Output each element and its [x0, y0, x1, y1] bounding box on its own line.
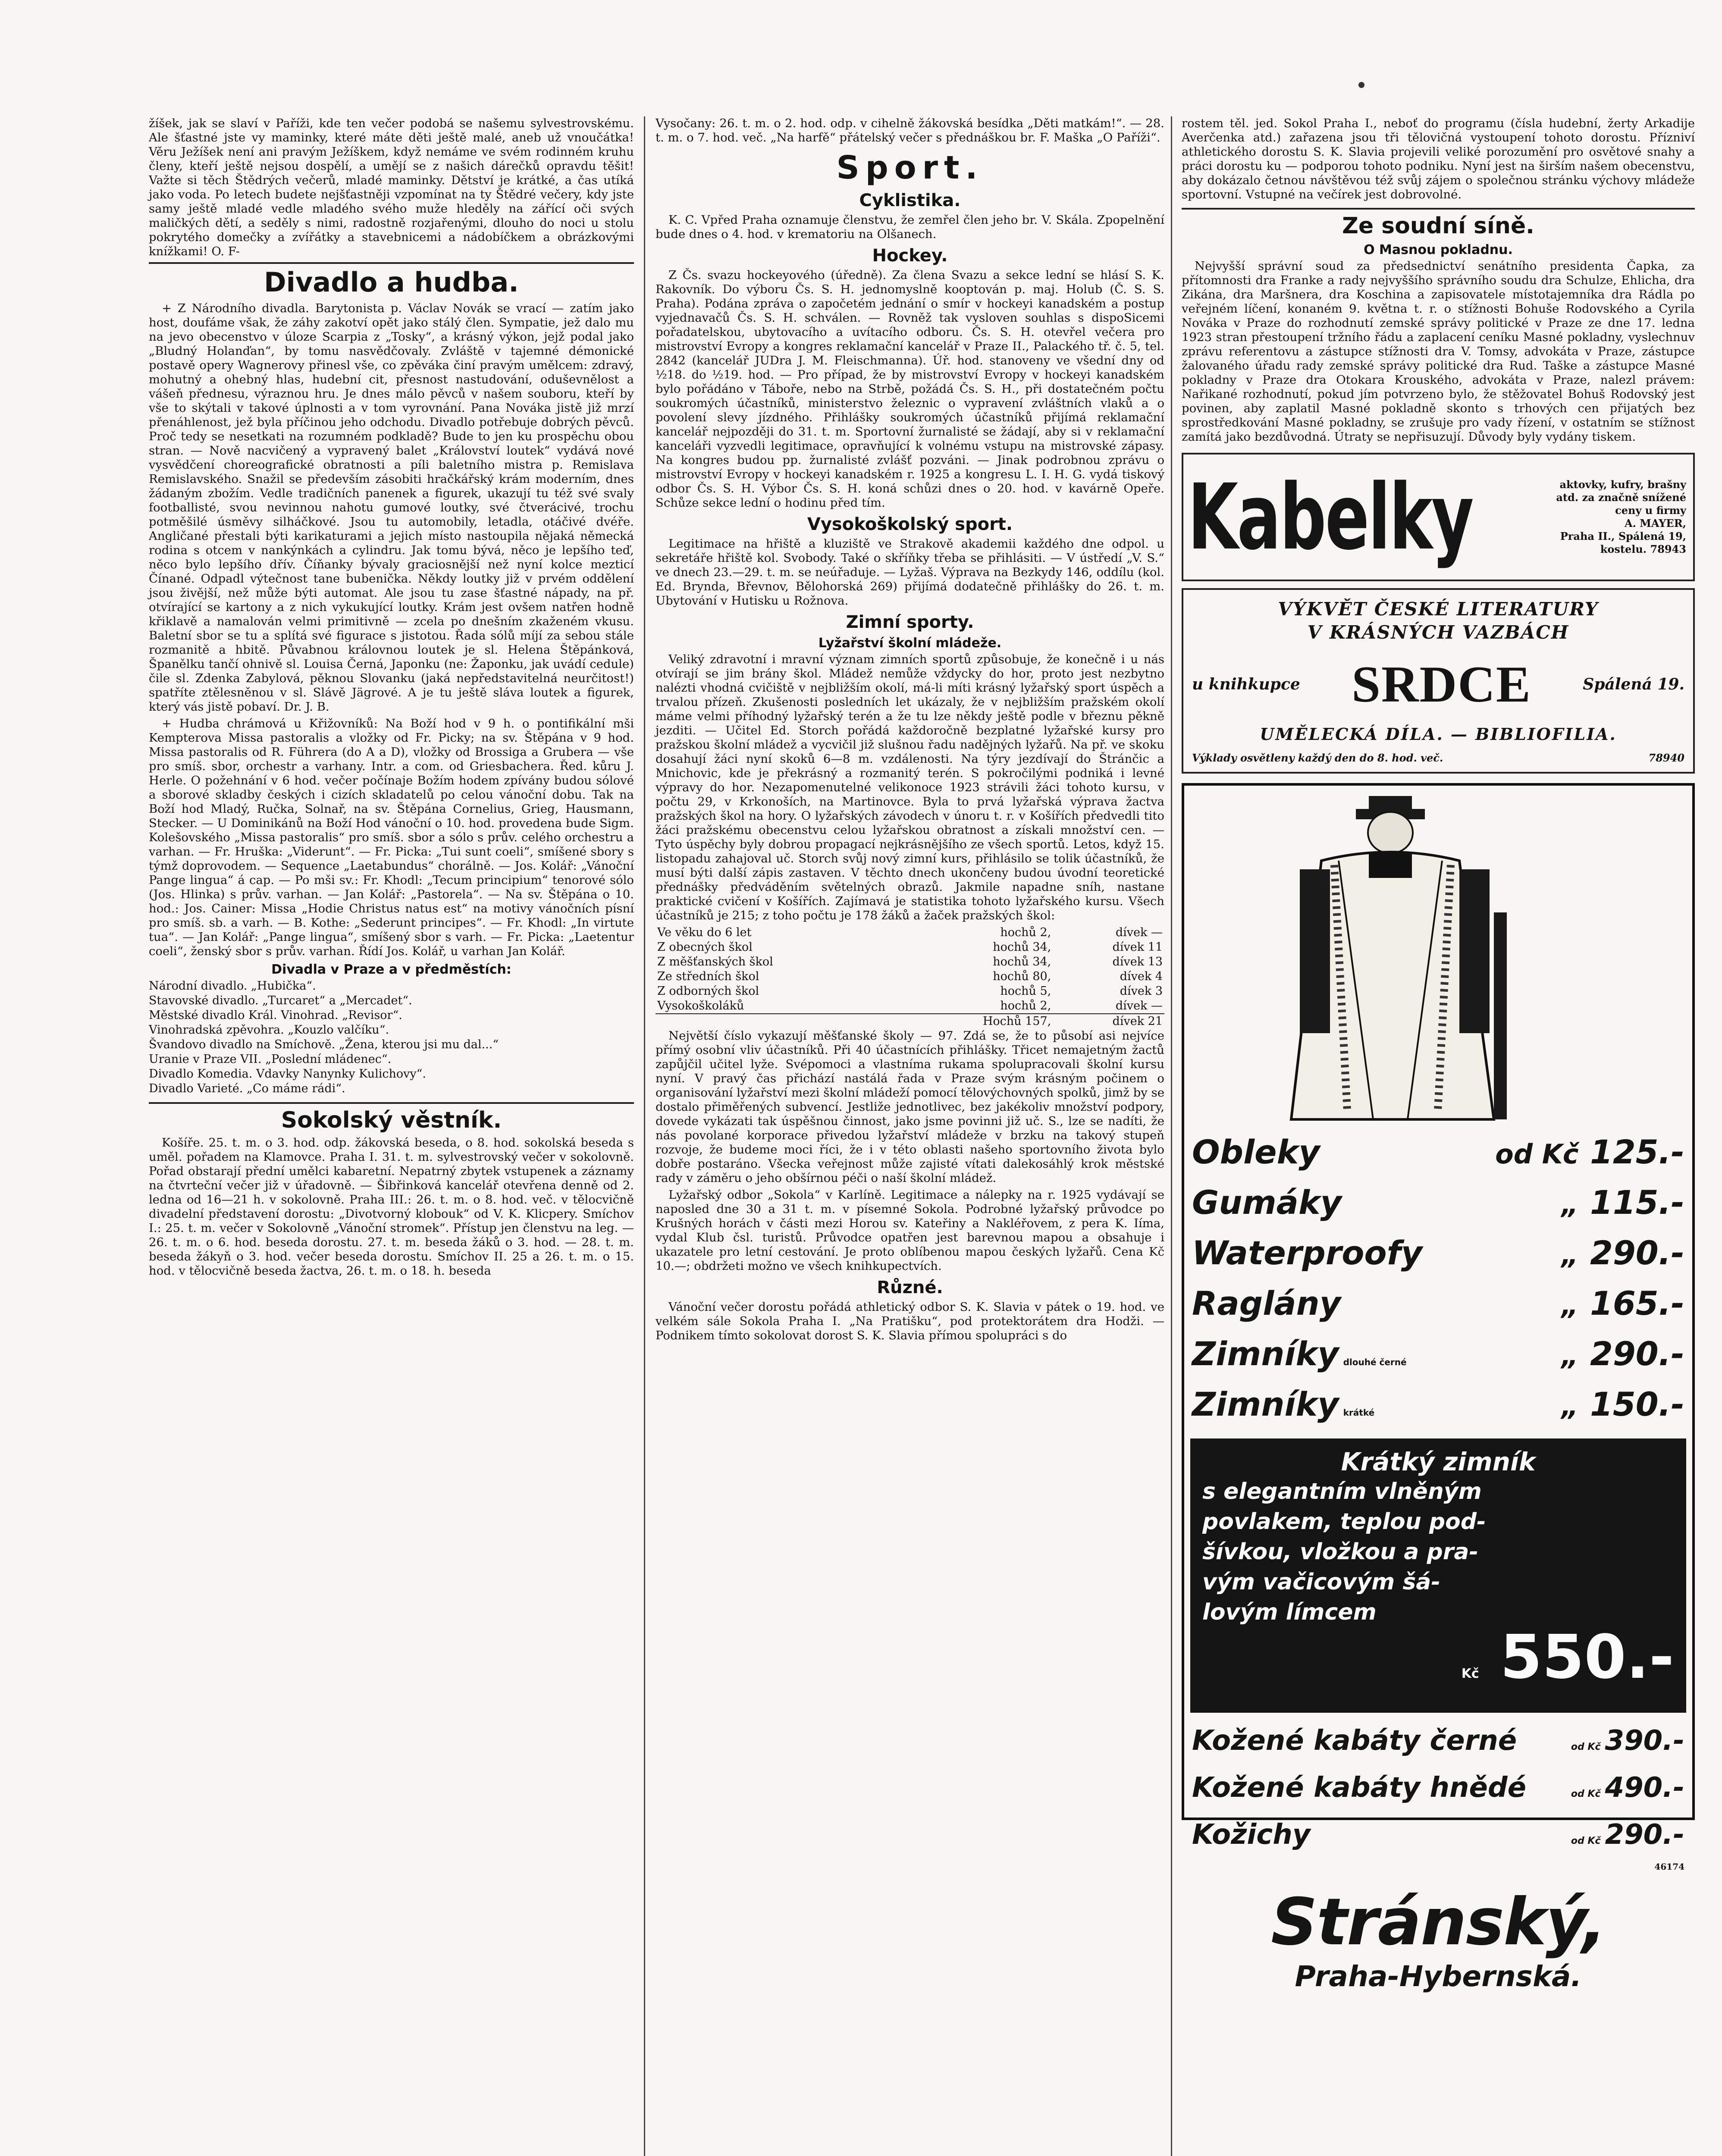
ad-srdce-line2: V KRÁSNÝCH VAZBÁCH — [1307, 622, 1569, 643]
price-row: Raglány „ 165.- — [1192, 1284, 1684, 1322]
ad-srdce — [1182, 588, 1695, 774]
section-heading-theatre: Divadlo a hudba. — [149, 262, 634, 298]
ad-srdce-line1: VÝKVĚT ČESKÉ LITERATURY — [1278, 599, 1599, 620]
table-row: Ve věku do 6 let hochů 2, dívek — — [657, 926, 1163, 939]
price-row: Zimníky krátké „ 150.- — [1192, 1385, 1684, 1423]
article-misc: Vánoční večer dorostu pořádá athletický odbor S. K. Slavia v pátek o 19. hod. ve velkém sále Sokola Praha I. „Na Pratišku“, pod protektorátem dra Hodži. — Podnikem tímto sokolovat dorost S. K. Slavia přímou spolupráci s do — [656, 1300, 1164, 1342]
column-2 — [656, 116, 1164, 2156]
column-3 — [1182, 116, 1695, 2156]
ski-statistics-table — [656, 925, 1164, 1029]
article-university-sport: Legitimace na hřiště a kluziště ve Strakově akademii každého dne odpol. u sekretáře hřiště kol. Svobody. Také o skříňky třeba se přihlásiti. — V ústředí „V. S.“ ve dnech 23.—29. t. m. se neúřaduje. — Lyžaš. Výprava na Bezkydy 146, oddílu (kol. Ed. Brynda, Břevnov, Bělohorská 269) přijímá dodatečně přihlášky do 26. t. m. Ubytování v Hutisku u Rožnova. — [656, 537, 1164, 608]
column-rule — [1171, 116, 1172, 2156]
article-school-skiing: Veliký zdravotní i mravní význam zimních sportů způsobuje, že konečně i u nás otvírají se jim brány škol. Mládež nemůže vždycky do hor, proto jest nezbytno nalézti vhodná cvičiště v nejbližším okolí, má-li míti krásný lyžařský sport úspěch a trvalou přízeň. Zkušenosti posledních let ukázaly, že v nejbližším pražském okolí máme velmi příhodný lyžařský terén a že tu lze někdy ještě podle v březnu pěkně jezditi. — Učitel Ed. Storch pořádá každoročně bezplatné lyžařské kursy pro pražskou školní mládež a vycvičil již slušnou řadu nadějných lyžařů. Na př. ve skoku dosahují žáci nyní skoků 6—8 m. vzdálenosti. Na týry jezdívají do Štránčic a Mnichovic, kde je překrásný a rozmanitý terén. S pokročilými podniká i levné výpravy do hor. Nezapomenutelné velikonoce 1923 strávili žáci tohoto kursu, v počtu 29, v Krkonoších, na Martinovce. Byla to prvá lyžařská výprava žactva pražských škol na hory. O lyžařských závodech v únoru t. r. v Košířích předvedli tito žáci pražskému obecenstvu celou lyžařskou obratnost a získali množství cen. — Tyto úspěchy byly dobrou propagací nejkrásnějšího ze všech sportů. Letos, když 15. listopadu zahajoval uč. Storch svůj nový zimní kurs, přihlásilo se tolik účastníků, že musí býti další zápis zastaven. V těchto dnech ukončeny budou úvodní teoretické přednášky předváděním světelných obrazů. Jakmile napadne sníh, nastane praktické cvičení v Košířích. Zajímavá je statistika tohoto lyžařského kursu. Všech účastníků je 215; z toho počtu je 178 žáků a žaček pražských škol: — [656, 652, 1164, 922]
table-row: Z měšťanských škol hochů 34, dívek 13 — [657, 955, 1163, 968]
theatre-item: Divadlo Varieté. „Co máme rádi“. — [149, 1082, 345, 1095]
price-row: Gumáky „ 115.- — [1192, 1183, 1684, 1222]
offer-price: Kč 550.- — [1461, 1622, 1674, 1692]
table-row-total: Hochů 157, dívek 21 — [656, 1014, 1164, 1029]
ad-srdce-name: SRDCE — [1352, 655, 1531, 713]
table-row: Z obecných škol hochů 34, dívek 11 — [657, 940, 1163, 954]
leather-row: Kožené kabáty hnědé od Kč 490.- — [1192, 1772, 1684, 1804]
article-vysocany: Vysočany: 26. t. m. o 2. hod. odp. v cihelně žákovská besídka „Děti matkám!“. — 28. t. m. o 7. hod. več. „Na harfě“ přátelský večer s přednáškou br. F. Maška „O Paříži“. — [656, 116, 1164, 144]
theatre-item: Vinohradská zpěvohra. „Kouzlo valčíku“. — [149, 1023, 389, 1037]
page-mark-dot — [1358, 82, 1364, 88]
leather-row: Kožené kabáty černé od Kč 390.- — [1192, 1725, 1684, 1757]
court-subheading: O Masnou pokladnu. — [1364, 242, 1513, 257]
short-coat-offer-box: Krátký zimník s elegantním vlněným povlakem, teplou pod- šívkou, vložkou a pra- vým vačicovým šá- lovým límcem Kč 550.- — [1190, 1438, 1686, 1713]
theatre-item: Divadlo Komedia. Vdavky Nanynky Kulichovy“. — [149, 1067, 427, 1081]
table-row: Vysokoškoláků hochů 2, dívek — — [657, 999, 1163, 1012]
ad-kabelky-title: Kabelky — [1188, 464, 1473, 570]
theatre-item: Švandovo divadlo na Smíchově. „Žena, kterou jsi mu dal...“ — [149, 1038, 499, 1051]
heading-winter-sports: Zimní sporty. — [846, 612, 974, 632]
article-church-music: + Hudba chrámová u Křižovníků: Na Boží hod v 9 h. o pontifikální mši Kempterova Missa pastoralis a vložky od Fr. Picky; na sv. Štěpána v 9 hod. Missa pastoralis od R. Führera (do A a D), vložky od Brossiga a Grubera — vše pro smíš. sbor, orchestr a varhany. Intr. a com. od Griesbachera. Řed. kůru J. Herle. O požehnání v 6 hod. večer počínaje Božím hodem zpívány budou sólové a sborové skladby českých i cizích skladatelů po celou vánoční dobu. Tak na Boží hod Mladý, Ručka, Solnař, na sv. Štěpána Cornelius, Grieg, Hausmann, Stecker. — U Dominikánů na Boží Hod vánoční o 10. hod. provedena bude Sigm. Kolešovského „Missa pastoralis“ pro smíš. sbor a sólo s prův. celého orchestru a varhan. — Fr. Hruška: „Viderunt“. — Fr. Picka: „Tui sunt coeli“, smíšené sbory s týmž doprovodem. — Sequence „Laetabundus“ chorálně. — Jos. Kolář: „Vánoční Pange lingua“ á cap. — Po mši sv.: Fr. Khodl: „Tecum principium“ tenorové sólo (Jos. Hlinka) s prův. varhan. — Jan Kolář: „Pastorela“. — Na sv. Štěpána o 10. hod.: Jos. Cainer: Missa „Hodie Christus natus est“ na motivy vánočních písní pro smíš. sb. a varh. — B. Kothe: „Sederunt principes“. — Fr. Khodl: „In virtute tua“. — Jan Kolář: „Pange lingua“, smíšený sbor s varh. — Fr. Picka: „Laetentur coeli“, ženský sbor s prův. varhan. Řídí Jos. Kolář, u varhan Jan Kolář. — [149, 717, 634, 958]
article-christmas-tail: žíšek, jak se slaví v Paříži, kde ten večer podobá se našemu sylvestrovskému. Ale šťastné jste vy maminky, které máte děti ještě malé, aneb už vnoučátka! Věru Ježíšek není ani pravým Ježíškem, když nemáme ve svém rodinném kruhu členy, kteří ještě nejsou dospělí, a umějí se z našich dárečků opravdu těšit! Važte si těch Štědrých večerů, mladé maminky. Dětství je krátké, a čas utíká jako voda. Po letech budete nejšťastněji vzpomínat na ty Štědré večery, kdy jste samy ještě mladé vedle mladého svého muže hleděly na zářící oči svých maličkých dětí, a seděly s nimi, radostně rozjařenými, dlouho do noci u stolu pokrytého domečky a zvířátky a stavebnicemi a nádobíčkem a obrázkovými knížkami! O. F- — [149, 116, 634, 258]
heading-misc: Různé. — [877, 1278, 943, 1297]
price-row: Waterproofy „ 290.- — [1192, 1234, 1684, 1272]
ad-srdce-line3: UMĚLECKÁ DÍLA. — BIBLIOFILIA. — [1260, 724, 1617, 744]
ad-code: 46174 — [1654, 1861, 1684, 1872]
theatres-list — [149, 979, 634, 1096]
heading-hockey: Hockey. — [872, 246, 948, 266]
article-sokol-news: Košíře. 25. t. m. o 3. hod. odp. žákovská beseda, o 8. hod. sokolská beseda s uměl. pořadem na Klamovce. Praha I. 31. t. m. sylvestrovský večer v sokolovně. Pořad obstarají přední umělci kabaretní. Nepatrný zbytek vstupenek a záznamy na čtvrteční večer již v úřadovně. — Šibřinková kancelář otevřena denně od 2. ledna od 16—21 h. v sokolovně. Praha III.: 26. t. m. o 8. hod. več. v tělocvičně divadelní představení dorostu: „Divotvorný klobouk“ od V. K. Klicpery. Smíchov I.: 25. t. m. večer v Sokolovně „Vánoční stromek“. Přístup jen členstvu na leg. — 26. t. m. o 6. hod. beseda dorostu. 27. t. m. beseda žáků o 3. hod. — 28. t. m. beseda žákyň o 3. hod. večer beseda dorostu. Smíchov II. 25 a 26. t. m. o 15. hod. v tělocvičně beseda žactva, 26. t. m. o 18. h. beseda — [149, 1136, 634, 1278]
table-row: Ze středních škol hochů 80, dívek 4 — [657, 970, 1163, 983]
article-hockey: Z Čs. svazu hockeyového (úředně). Za člena Svazu a sekce lední se hlásí S. K. Rakovník. Do výboru Čs. S. H. jednomyslně kooptován p. maj. Holub (Č. S. S. Praha). Podána zpráva o započetém jednání o smír v hockeyi kanadském a postup vyjednavačů Čs. S. H. schválen. — Rovněž tak vysloven souhlas s dispoSicemi pořadatelskou, ubytovacího a uvítacího odboru. Čs. S. H. otevřel večera pro mistrovství Evropy a kongres reklamační kancelář v Praze II., Palackého tř. č. 5, tel. 2842 (kancelář JUDra J. M. Fleischmanna). Úř. hod. stanoveny ve všední dny od ½18. do ½19. hod. — Pro případ, že by mistrovství Evropy v hockeyi kanadském bylo pořádáno v Táboře, nebo na Strbě, požádá Čs. S. H., při dostatečném počtu soukromých účastníků, ministerstvo železnic o vypravení zvláštních vlaků a o povolení slevy jízdného. Přihlášky soukromých účastníků přijímá reklamační kancelář nejpozději do 31. t. m. Sportovní žurnalisté se žádají, aby si v reklamační kanceláři vyzvedli legitimace, opravňující k volnému vstupu na mistrovské zápasy. Na kongres budou pp. žurnalisté zvlášť pozváni. — Jinak podrobnou zprávu o mistrovství Evropy v hockeyi kanadském r. 1925 a kongresu L. I. H. G. vydá tiskový odbor Čs. S. H. Výbor Čs. S. H. koná schůzi dnes o 20. hod. v kavárně Opeře. Schůze sekce lední o hodinu před tím. — [656, 268, 1164, 510]
ad-stransky — [1182, 783, 1695, 1993]
article-cycling: K. C. Vpřed Praha oznamuje členstvu, že zemřel člen jeho br. V. Skála. Zpopelnění bude dnes o 4. hod. v krematoriu na Olšanech. — [656, 213, 1164, 241]
ad-srdce-note: Výklady osvětleny každý den do 8. hod. več. 78940 — [1192, 752, 1684, 764]
price-row: Obleky od Kč 125.- — [1192, 1133, 1684, 1171]
theatre-item: Městské divadlo Král. Vinohrad. „Revisor“. — [149, 1009, 402, 1022]
ad-srdce-main: u knihkupce SRDCE Spálená 19. — [1192, 655, 1684, 714]
heading-university-sport: Vysokoškolský sport. — [807, 514, 1013, 534]
theatre-item: Stavovské divadlo. „Turcaret“ a „Mercadet“. — [149, 994, 412, 1007]
article-school-skiing-cont: Největší číslo vykazují měšťanské školy — 97. Zdá se, že to působí asi nejvíce přímý osobní vliv účastníků. Při 40 účastnících přihlášky. Třicet nemajetným žactů zapůjčil učitel lyže. Svépomoci a vlastníma rukama spolupracovali školní kursu nyní. V pravý čas přichází nastálá řada v Praze svým krásným počinem o organisování lyžařství mezi školní mládeží pomocí tělovýchovných spolků, jimž by se dostalo přiměřených subvencí. Jestliže jednotlivec, bez jakékoliv množství podpory, dovede vykázati tak úspěšnou činnost, jako jsme povinni již uč. S., lze se nadíti, že nás povolané korporace přivedou lyžařství mládeže v brzku na takový stupeň rozvoje, že budeme moci říci, že i v této oblasti našeho sportovního života bylo dobře postaráno. Všecka veřejnost může zajisté vítati dalekosáhlý krok městské rady v záměru o jeho obšírnou péči o naší školní mládež. — [656, 1029, 1164, 1185]
table-row: Z odborných škol hochů 5, dívek 3 — [657, 984, 1163, 998]
ad-kabelky — [1182, 453, 1695, 581]
ad-kabelky-info: aktovky, kufry, brašny atd. za značně snížené ceny u firmy A. MAYER, Praha II., Spálená 19, kostelu. 78943 — [1556, 478, 1686, 555]
heading-cycling: Cyklistika. — [859, 191, 961, 210]
section-heading-sokol: Sokolský věstník. — [149, 1102, 634, 1133]
column-1 — [149, 116, 634, 2156]
article-national-theatre: + Z Národního divadla. Barytonista p. Václav Novák se vrací — zatím jako host, doufáme však, že záhy zakotví opět jako stálý člen. Sympatie, jež dalo mu na jevo obecenstvo v úloze Scarpia z „Tosky“, a krásný výkon, jejž podal jako „Bludný Holanďan“, by tomu nasvědčovaly. Zvláště v tajemné démonické postavě opery Wagnerovy přinesl vše, co zpěváka činí pravým umělcem: zdravý, mohutný a ohebný hlas, hudební cit, přesnost nastudování, oduševnělost a vášeň přednesu, výraznou hru. Je dnes málo pěvců v našem souboru, kteří by vše to skýtali v takové úplnosti a v tom vyrovnání. Pana Nováka jistě již mrzí přenáhlenost, jež byla příčinou jeho odchodu. Divadlo potřebuje dobrých pěvců. Proč tedy se nesetkati na rozumném podkladě? Bude to jen ku prospěchu obou stran. — Nově nacvičený a vypravený balet „Království loutek“ vydává nové vysvědčení choreografické obratnosti a píli baletního mistra p. Remislava Remislavského. Snažil se především zásobiti hračkářský krám moderním, dnes žádaným zbožím. Vedle tradičních panenek a figurek, ukazují tu též své svaly footballisté, svou nevinnou nahotu gumové loutky, své čtverácivé, trochu potměšilé úsměvy silháčkové. Jsou tu automobily, letadla, otáčivé dvéře. Angličané přestali býti karikaturami a jejich místo nastoupila nějaká německá rodina s otcem v nankýnkách a cylindru. Jak tomu bývá, něco je lepšího teď, něco bylo lepšího dřív. Číňanky bývaly graciosnější než nyní kolce mezticí Čínané. Odpadl výtečnost tane bubenička. Někdy loutky již v prvém oddělení jsou živější, než může býti automat. Ale jsou tu zase šťastné nápady, na př. otvírající se kartony a z nich vykukující loutky. Krám jest ovšem natřen hodně křiklavě a namalován velmi primitivně — zcela po dnešním zkaženém vkusu. Baletní sbor se tu a splítá své figurace s jistotou. Řada sólů míjí za sebou stále rozmanitě a hbitě. Půvabnou královnou loutek je sl. Helena Štěpánková, Španělku tančí ohnivě sl. Louisa Černá, Japonku (ne: Žaponku, jak uvádí cedule) čile sl. Zdenka Zabylová, pěknou Slovanku (jaká nepředstavitelná neurčitost!) spatříte ztělesněnou v sl. Slávě Jägrové. A je tu ještě sláva loutek a figurek, který vás jistě pobaví. Dr. J. B. — [149, 301, 634, 714]
column-rule — [644, 116, 645, 2156]
man-in-coat-illustration — [1192, 792, 1684, 1128]
article-court: Nejvyšší správní soud za předsednictví senátního presidenta Čapka, za přítomnosti dra Franke a rady nejvyššího správního soudu dra Schulze, Ehlicha, dra Zikána, dra Maršnera, dra Koschina a zapisovatele místotajemníka dra Rádla po veřejném líčení, konaném 9. května t. r. o stížnosti Bohuše Rodovského a Cyrila Nováka v Praze do rozhodnutí zemské správy politické v Praze ze dne 17. ledna 1923 stran přestoupení tržního řádu a zaplacení ceníku Masné pokladny, vyslechnuv zprávu referentovu a zástupce stížnosti dra V. Tomsy, advokáta v Praze, zástupce žalovaného úřadu rady zemské správy politické dra Rud. Taške a zástupce Masné pokladny v Praze dra Otokara Krouského, advokáta v Praze, nalezl právem: Nařikané rozhodnutí, pokud jím potvrzeno bylo, že stěžovatel Bohuš Rodovský jest povinen, aby zaplatil Masné pokladně skonto s trhových cen přijatých bez sprostředkování Masné pokladny, se zrušuje pro vady řízení, v ostatním se stížnost zamítá jako bezdůvodná. Útraty se nepřisuzují. Důvody byly vydány tiskem. — [1182, 259, 1695, 444]
theatres-heading: Divadla v Praze a v předměstích: — [271, 962, 511, 977]
theatre-item: Národní divadlo. „Hubička“. — [149, 979, 316, 993]
section-heading-court: Ze soudní síně. — [1182, 208, 1695, 239]
leather-row: Kožichy od Kč 290.- — [1192, 1819, 1684, 1851]
ad-stransky-name: Stránský, — [1271, 1885, 1606, 1960]
article-slavia-tail: rostem těl. jed. Sokol Praha I., neboť do programu (čísla hudební, žerty Arkadije Averčenka atd.) zařazena jsou tři tělovičná vystoupení tohoto dorostu. Přízniví athletického dorostu S. K. Slavia projevili veliké porozumění pro osvětové snahy a práci dorostu ku — podporou tohoto podniku. Nyní jest na širším našem obecenstvu, aby dokázalo četnou návštěvou též svůj zájem o společnou stránku výchovy mládeže sportovní. Vstupné na večírek jest dobrovolné. — [1182, 116, 1695, 201]
heading-school-skiing: Lyžařství školní mládeže. — [818, 636, 1002, 651]
section-heading-sport: Sport. — [836, 149, 984, 186]
theatre-item: Uranie v Praze VII. „Poslední mládenec“. — [149, 1053, 392, 1066]
offer-title: Krátký zimník — [1341, 1447, 1536, 1476]
article-sokol-skiing: Lyžařský odbor „Sokola“ v Karlíně. Legitimace a nálepky na r. 1925 vydávají se naposled dne 30 a 31 t. m. v písemné Sokola. Podrobné lyžařský průvodce po Krušných horách v části mezi Horou sv. Kateřiny a Nakléřovem, z pera K. Iíma, vydal Klub čsl. turistů. Průvodce opatřen jest barevnou mapou a obsahuje i ukazatele pro letní cestování. Je proto oblíbenou mapou českých lyžařů. Cena Kč 10.—; obdržeti možno ve všech knihkupectvích. — [656, 1188, 1164, 1273]
price-row: Zimníky dlouhé černé „ 290.- — [1192, 1335, 1684, 1373]
ad-stransky-address: Praha-Hybernská. — [1295, 1960, 1582, 1993]
